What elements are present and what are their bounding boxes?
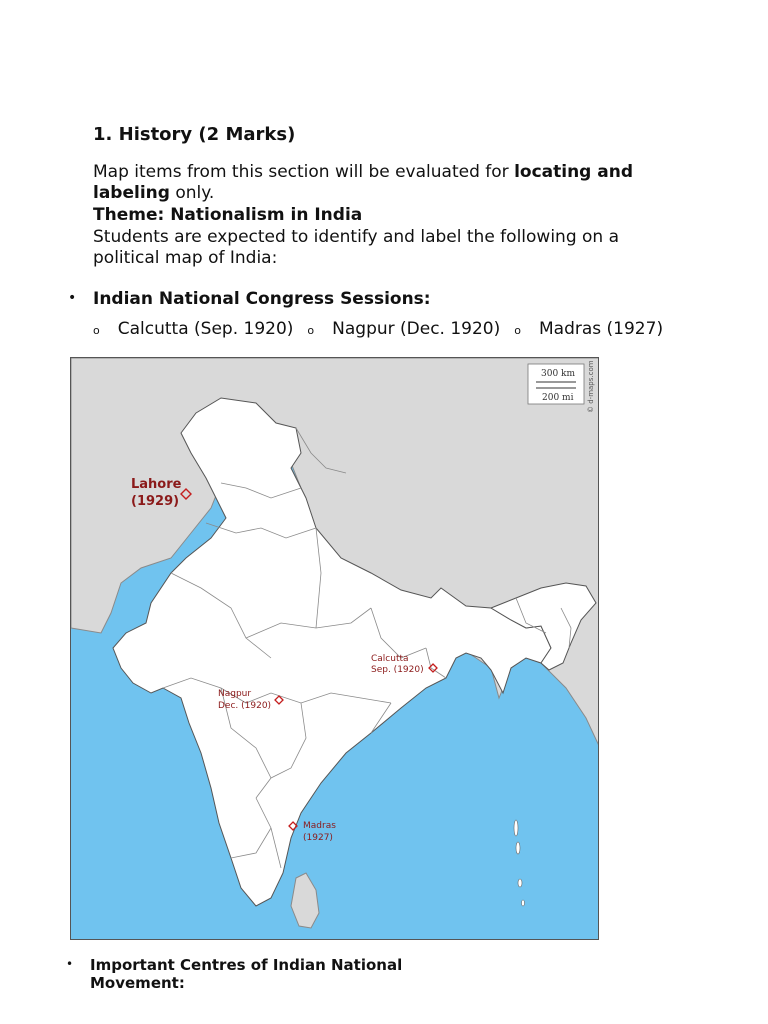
theme-heading: Theme: Nationalism in India [93, 205, 363, 225]
scale-mi: 200 mi [542, 393, 574, 403]
sri-lanka [291, 873, 319, 928]
bullet-icon: • [66, 957, 74, 971]
scale-km: 300 km [541, 369, 576, 379]
inc-sessions-heading: Indian National Congress Sessions: [93, 289, 431, 309]
map-label-nagpur: Nagpur [218, 689, 252, 699]
intro-paragraph [93, 162, 683, 204]
map-label-lahore-year: (1929) [131, 494, 180, 509]
map-label-madras: Madras [303, 821, 336, 831]
map-credit: © d-maps.com [587, 360, 595, 413]
map-svg [71, 358, 599, 940]
map-label-calcutta: Calcutta [371, 654, 409, 664]
intro-emphasis: locating and labeling [93, 162, 634, 203]
map-label-nagpur-year: Dec. (1920) [218, 701, 272, 711]
section-heading: 1. History (2 Marks) [93, 124, 296, 145]
sub-bullet-icon: o [307, 324, 315, 337]
intro-text-end: only. [169, 183, 215, 203]
bullet-icon: • [68, 290, 77, 306]
session-item: Calcutta (Sep. 1920) [117, 319, 294, 339]
andaman-islands [514, 820, 525, 906]
map-label-lahore: Lahore [131, 477, 182, 492]
map-label-calcutta-year: Sep. (1920) [371, 665, 424, 675]
map-label-madras-year: (1927) [303, 833, 333, 843]
next-section-heading: Important Centres of Indian National Movement: [90, 956, 403, 992]
session-item: Nagpur (Dec. 1920) [332, 319, 501, 339]
instruction-paragraph: Students are expected to identify and label the following on a political map of India: [93, 227, 620, 268]
sub-bullet-icon: o [93, 324, 100, 337]
sub-bullet-icon: o [514, 324, 521, 337]
sessions-list [93, 318, 667, 342]
india-political-map [70, 357, 599, 940]
intro-text: Map items from this section will be evaluated for [93, 162, 515, 182]
session-item: Madras (1927) [539, 319, 664, 339]
